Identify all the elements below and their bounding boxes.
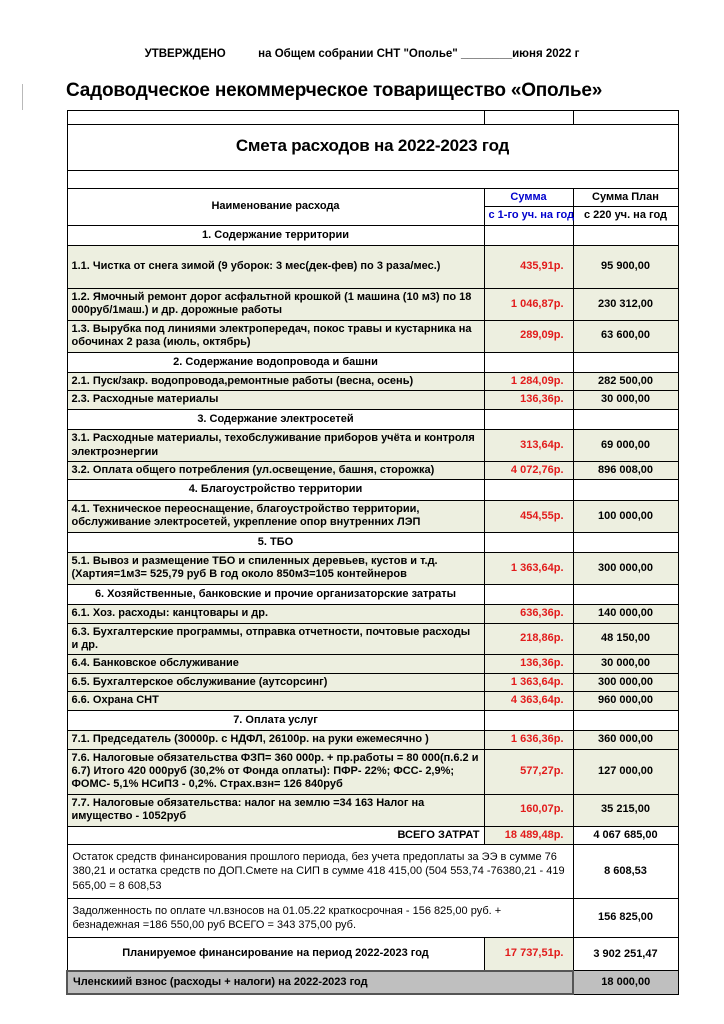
expense-sum-per-plot: 4 363,64р.	[484, 692, 573, 710]
expense-sum-plan: 230 312,00	[573, 288, 678, 320]
table-row	[67, 553, 678, 585]
expense-name: 1.1. Чистка от снега зимой (9 уборок: 3 мес(дек-фев) по 3 раза/мес.)	[67, 245, 484, 288]
expense-sum-per-plot: 1 636,36р.	[484, 731, 573, 749]
table-row	[67, 655, 678, 673]
expense-name: 6.6. Охрана СНТ	[67, 692, 484, 710]
total-sum-plan: 4 067 685,00	[573, 826, 678, 844]
note-amount: 8 608,53	[573, 844, 678, 898]
expense-sum-per-plot: 1 363,64р.	[484, 553, 573, 585]
expense-sum-plan: 95 900,00	[573, 245, 678, 288]
table-row	[67, 430, 678, 462]
section-empty-sum	[484, 584, 573, 604]
spacer-row-top	[67, 111, 678, 125]
section-empty-plan	[573, 409, 678, 429]
column-header-name: Наименование расхода	[67, 188, 484, 225]
expense-sum-per-plot: 289,09р.	[484, 320, 573, 352]
section-header-label: 5. ТБО	[67, 532, 484, 552]
expense-sum-plan: 69 000,00	[573, 430, 678, 462]
budget-table-body	[67, 111, 678, 995]
section-empty-plan	[573, 480, 678, 500]
membership-fee-label: Членскиий взнос (расходы + налоги) на 2022-2023 год	[67, 971, 573, 994]
expense-sum-per-plot: 313,64р.	[484, 430, 573, 462]
expense-name: 5.1. Вывоз и размещение ТБО и спиленных деревьев, кустов и т.д. (Хартия=1м3= 525,79 руб В год около 850м3=105 контейнеров	[67, 553, 484, 585]
membership-fee-amount: 18 000,00	[573, 971, 678, 994]
approval-line	[0, 0, 724, 60]
section-header-row	[67, 532, 678, 552]
expense-sum-per-plot: 4 072,76р.	[484, 462, 573, 480]
organization-title: Садоводческое некоммерческое товарищество «Ополье»	[66, 80, 603, 101]
planned-financing-per-plot: 17 737,51р.	[484, 938, 573, 971]
table-row	[67, 372, 678, 390]
approval-text: на Общем собрании СНТ "Ополье" ________июня 2022 г	[258, 48, 580, 60]
expense-sum-plan: 140 000,00	[573, 605, 678, 623]
section-empty-sum	[484, 532, 573, 552]
expense-sum-per-plot: 136,36р.	[484, 655, 573, 673]
table-row	[67, 500, 678, 532]
spacer-row-below-title	[67, 170, 678, 188]
expense-sum-plan: 30 000,00	[573, 391, 678, 409]
expense-name: 2.1. Пуск/закр. водопровода,ремонтные работы (весна, осень)	[67, 372, 484, 390]
spacer-cell-name	[67, 111, 484, 125]
budget-table	[66, 110, 679, 995]
table-row	[67, 245, 678, 288]
column-header-plan: Сумма План	[573, 188, 678, 206]
table-row	[67, 320, 678, 352]
section-empty-plan	[573, 532, 678, 552]
section-empty-sum	[484, 409, 573, 429]
expense-sum-plan: 30 000,00	[573, 655, 678, 673]
planned-financing-plan: 3 902 251,47	[573, 938, 678, 971]
table-row	[67, 673, 678, 691]
note-row	[67, 898, 678, 938]
table-row	[67, 391, 678, 409]
expense-sum-plan: 35 215,00	[573, 794, 678, 826]
expense-name: 6.5. Бухгалтерское обслуживание (аутсорсинг)	[67, 673, 484, 691]
section-header-label: 6. Хозяйственные, банковские и прочие организаторские затраты	[67, 584, 484, 604]
expense-sum-per-plot: 1 046,87р.	[484, 288, 573, 320]
expense-sum-plan: 100 000,00	[573, 500, 678, 532]
expense-name: 7.6. Налоговые обязательства ФЗП= 360 000р. + пр.работы = 80 000(п.6.2 и 6.7) Итого 420 000руб (30,2% от Фонда оплаты): ПФР- 22%; ФСС- 2,9%; ФОМС- 5,1% НСиПЗ - 0,2%. Страх.взн= 126 840руб	[67, 749, 484, 794]
table-row	[67, 692, 678, 710]
section-empty-plan	[573, 584, 678, 604]
table-row	[67, 605, 678, 623]
expense-name: 3.2. Оплата общего потребления (ул.освещение, башня, сторожка)	[67, 462, 484, 480]
expense-sum-per-plot: 160,07р.	[484, 794, 573, 826]
total-row	[67, 826, 678, 844]
section-header-label: 3. Содержание электросетей	[67, 409, 484, 429]
table-row	[67, 623, 678, 655]
section-header-row	[67, 480, 678, 500]
column-subheader-sum: с 1-го уч. на год	[484, 207, 573, 225]
expense-sum-plan: 960 000,00	[573, 692, 678, 710]
expense-name: 6.1. Хоз. расходы: канцтовары и др.	[67, 605, 484, 623]
note-text: Остаток средств финансирования прошлого периода, без учета предоплаты за ЭЭ в сумме 76 380,21 и остатка средств по ДОП.Смете на СИП в сумме 418 415,00 (504 553,74 -76380,21 - 419 565,00 = 8 608,53	[67, 844, 573, 898]
document-title-row	[67, 125, 678, 171]
expense-sum-plan: 300 000,00	[573, 673, 678, 691]
section-header-label: 4. Благоустройство территории	[67, 480, 484, 500]
expense-name: 2.3. Расходные материалы	[67, 391, 484, 409]
membership-fee-row	[67, 971, 678, 994]
section-header-row	[67, 225, 678, 245]
section-empty-sum	[484, 352, 573, 372]
column-subheader-plan: с 220 уч. на год	[573, 207, 678, 225]
approval-prefix: УТВЕРЖДЕНО	[144, 48, 226, 60]
spacer-cell-plan	[573, 111, 678, 125]
expense-sum-plan: 896 008,00	[573, 462, 678, 480]
section-header-label: 2. Содержание водопровода и башни	[67, 352, 484, 372]
document-title: Смета расходов на 2022-2023 год	[67, 125, 678, 171]
expense-sum-per-plot: 1 363,64р.	[484, 673, 573, 691]
section-header-row	[67, 584, 678, 604]
expense-sum-per-plot: 435,91р.	[484, 245, 573, 288]
section-empty-plan	[573, 225, 678, 245]
section-empty-plan	[573, 710, 678, 730]
table-row	[67, 749, 678, 794]
expense-sum-per-plot: 136,36р.	[484, 391, 573, 409]
note-amount: 156 825,00	[573, 898, 678, 938]
expense-sum-plan: 282 500,00	[573, 372, 678, 390]
section-empty-sum	[484, 480, 573, 500]
table-row	[67, 731, 678, 749]
section-header-label: 1. Содержание территории	[67, 225, 484, 245]
section-empty-sum	[484, 225, 573, 245]
section-header-row	[67, 352, 678, 372]
expense-sum-per-plot: 577,27р.	[484, 749, 573, 794]
column-header-sum: Сумма	[484, 188, 573, 206]
expense-sum-per-plot: 454,55р.	[484, 500, 573, 532]
expense-sum-per-plot: 218,86р.	[484, 623, 573, 655]
section-empty-sum	[484, 710, 573, 730]
expense-sum-plan: 127 000,00	[573, 749, 678, 794]
planned-financing-label: Планируемое финансирование на период 2022-2023 год	[67, 938, 484, 971]
expense-name: 3.1. Расходные материалы, техобслуживание приборов учёта и контроля электроэнергии	[67, 430, 484, 462]
expense-name: 6.3. Бухгалтерские программы, отправка отчетности, почтовые расходы и др.	[67, 623, 484, 655]
total-label: ВСЕГО ЗАТРАТ	[67, 826, 484, 844]
section-header-row	[67, 710, 678, 730]
expense-name: 4.1. Техническое переоснащение, благоустройство территории, обслуживание электросетей, укрепление опор внутренних ЛЭП	[67, 500, 484, 532]
expense-name: 6.4. Банковское обслуживание	[67, 655, 484, 673]
section-header-label: 7. Оплата услуг	[67, 710, 484, 730]
total-sum-per-plot: 18 489,48р.	[484, 826, 573, 844]
expense-sum-per-plot: 1 284,09р.	[484, 372, 573, 390]
table-header-row-top	[67, 188, 678, 206]
expense-name: 7.1. Председатель (30000р. с НДФЛ, 26100р. на руки ежемесячно )	[67, 731, 484, 749]
spacer-cell-sum	[484, 111, 573, 125]
expense-name: 1.3. Вырубка под линиями электропередач, покос травы и кустарника на обочинах 2 раза (июль, октябрь)	[67, 320, 484, 352]
spacer-cell-wide	[67, 170, 678, 188]
note-row	[67, 844, 678, 898]
expense-sum-per-plot: 636,36р.	[484, 605, 573, 623]
planned-financing-row	[67, 938, 678, 971]
table-row	[67, 288, 678, 320]
note-text: Задолженность по оплате чл.взносов на 01.05.22 краткосрочная - 156 825,00 руб. + безнадежная =186 550,00 руб ВСЕГО = 343 375,00 руб.	[67, 898, 573, 938]
expense-sum-plan: 48 150,00	[573, 623, 678, 655]
table-row	[67, 794, 678, 826]
table-row	[67, 462, 678, 480]
section-empty-plan	[573, 352, 678, 372]
section-header-row	[67, 409, 678, 429]
expense-sum-plan: 63 600,00	[573, 320, 678, 352]
expense-sum-plan: 360 000,00	[573, 731, 678, 749]
expense-name: 1.2. Ямочный ремонт дорог асфальтной крошкой (1 машина (10 м3) по 18 000руб/1маш.) и др. дорожные работы	[67, 288, 484, 320]
expense-sum-plan: 300 000,00	[573, 553, 678, 585]
expense-name: 7.7. Налоговые обязательства: налог на землю =34 163 Налог на имущество - 1052руб	[67, 794, 484, 826]
